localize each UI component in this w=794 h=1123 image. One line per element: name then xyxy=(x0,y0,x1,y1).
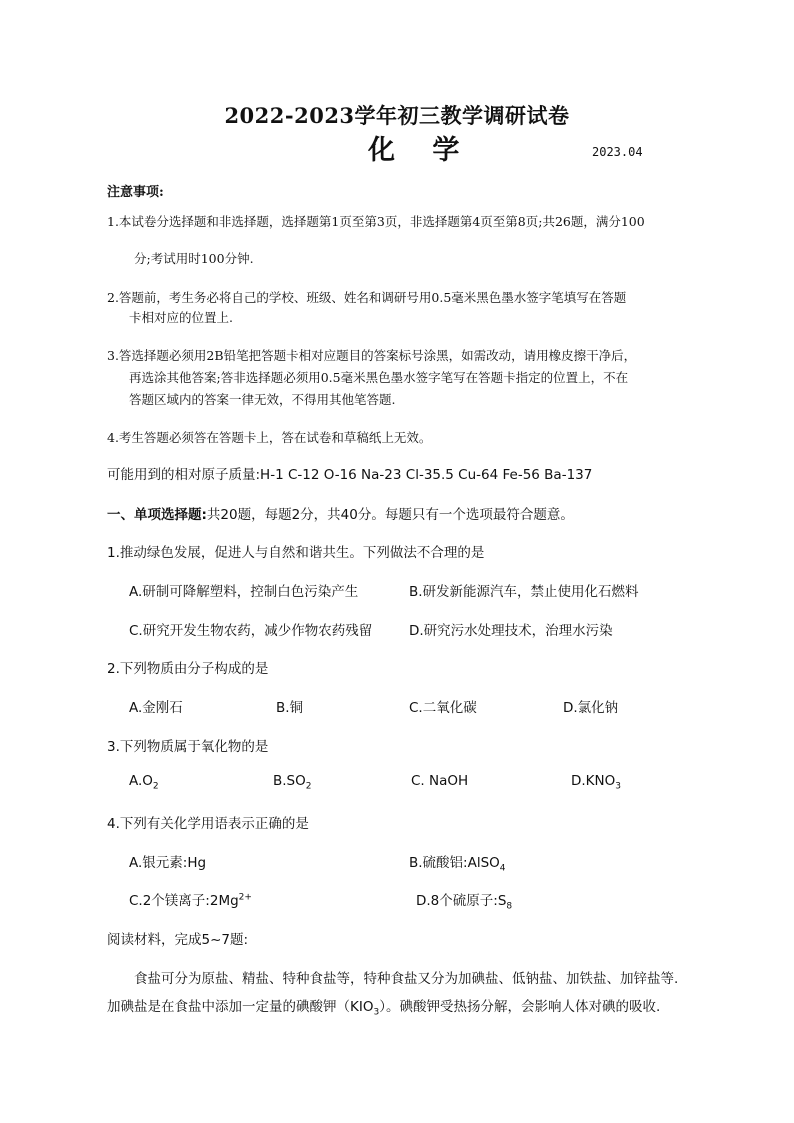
reading-intro: 阅读材料，完成5~7题: xyxy=(107,932,249,948)
question-2-option-c: C.二氧化碳 xyxy=(409,700,477,716)
notes-heading: 注意事项: xyxy=(107,185,164,200)
note-2-line-1: 2.答题前，考生务必将自己的学校、班级、姓名和调研号用0.5毫米黑色墨水签字笔填写在答题 xyxy=(107,290,627,305)
reading-paragraph-line-1: 食盐可分为原盐、精盐、特种食盐等，特种食盐又分为加碘盐、低钠盐、加铁盐、加锌盐等. xyxy=(134,971,679,987)
section-1-heading xyxy=(107,503,574,523)
question-2-stem: 2.下列物质由分子构成的是 xyxy=(107,661,269,677)
question-3-option-b: $B.SO_2$ xyxy=(273,773,312,792)
question-1-option-c: C.研究开发生物农药，减少作物农药残留 xyxy=(129,623,373,639)
question-1-option-b: B.研发新能源汽车，禁止使用化石燃料 xyxy=(409,584,639,600)
question-2-option-a: A.金刚石 xyxy=(129,700,183,716)
question-2-option-d: D.氯化钠 xyxy=(563,700,619,716)
note-1-line-2: 分;考试用时100分钟. xyxy=(134,251,254,266)
note-4: 4.考生答题必须答在答题卡上，答在试卷和草稿纸上无效。 xyxy=(107,430,432,445)
note-3-line-2: 再选涂其他答案;答非选择题必须用0.5毫米黑色墨水签字笔写在答题卡指定的位置上，不在 xyxy=(129,370,629,385)
question-1-option-d: D.研究污水处理技术，治理水污染 xyxy=(409,623,613,639)
question-4-option-a: A.银元素:Hg xyxy=(129,855,207,871)
note-3-line-3: 答题区域内的答案一律无效，不得用其他笔答题. xyxy=(129,392,396,407)
question-4-option-d: D.8个硫原子$:S_8$ xyxy=(416,893,513,912)
exam-title: 2022-2023学年初三教学调研试卷 xyxy=(224,103,570,128)
section-1-desc: 共20题，每题2分，共40分。每题只有一个选项最符合题意。 xyxy=(206,507,574,523)
question-3-option-d: $D.KNO_3$ xyxy=(571,773,621,792)
atomic-masses: 可能用到的相对原子质量:H-1 C-12 O-16 Na-23 Cl-35.5 Cu-64 Fe-56 Ba-137 xyxy=(107,467,593,483)
question-4-option-c: C.2个镁离子$:2Mg^{2+}$ xyxy=(129,892,252,909)
exam-date: 2023.04 xyxy=(592,145,643,159)
note-3-line-1: 3.答选择题必须用2B铅笔把答题卡相对应题目的答案标号涂黑，如需改动，请用橡皮擦干净后， xyxy=(107,348,637,363)
question-2-option-b: B.铜 xyxy=(276,700,304,716)
note-2-line-2: 卡相对应的位置上. xyxy=(129,310,233,325)
reading-paragraph-line-2: 加碘盐是在食盐中添加一定量的碘酸钾$(KIO_3)$。碘酸钾受热扬分解，会影响人体对碘的吸收. xyxy=(107,999,661,1018)
question-3-stem: 3.下列物质属于氧化物的是 xyxy=(107,739,269,755)
question-4-stem: 4.下列有关化学用语表示正确的是 xyxy=(107,816,309,832)
subject-title: 化 学 xyxy=(368,135,474,166)
question-3-option-c: C. NaOH xyxy=(411,773,469,789)
question-1-option-a: A.研制可降解塑料，控制白色污染产生 xyxy=(129,584,359,600)
question-1-stem: 1.推动绿色发展，促进人与自然和谐共生。下列做法不合理的是 xyxy=(107,545,485,561)
section-1-label: 一、单项选择题: xyxy=(107,507,207,523)
question-4-option-b: B.硫酸铝:AlSO$_4$ xyxy=(409,855,506,874)
question-3-option-a: $A.O_2$ xyxy=(129,773,159,792)
note-1-line-1: 1.本试卷分选择题和非选择题，选择题第1页至第3页，非选择题第4页至第8页;共26题，满分100 xyxy=(107,214,645,229)
